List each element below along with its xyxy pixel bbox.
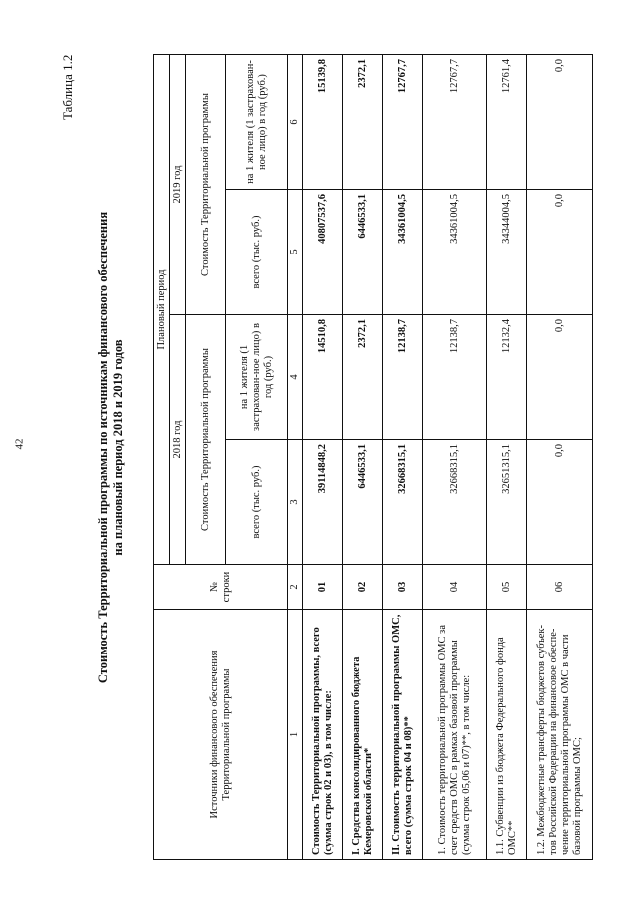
per-resident-2019: 12761,4 <box>487 55 527 190</box>
total-2019: 6446533,1 <box>343 190 383 315</box>
per-resident-2018: 12132,4 <box>487 315 527 440</box>
table-row <box>487 55 527 860</box>
table-label: Таблица 1.2 <box>60 54 75 120</box>
row-source: I. Средства консолидированного бюджета Кемеровской области* <box>343 610 383 860</box>
total-2019: 34361004,5 <box>423 190 487 315</box>
column-number: 3 <box>288 440 303 565</box>
per-resident-2019: 12767,7 <box>423 55 487 190</box>
per-resident-2018: 2372,1 <box>343 315 383 440</box>
total-2018: 32668315,1 <box>423 440 487 565</box>
row-source: 1.1. Субвенции из бюджета Федерального фонда ОМС** <box>487 610 527 860</box>
row-source: 1. Стоимость территориальной программы ОМС за счет средств ОМС в рамках базовой программы (сумма строк 05,06 и 07)**, в том числе: <box>423 610 487 860</box>
per-resident-2018: 14510,8 <box>303 315 343 440</box>
total-2018: 32668315,1 <box>383 440 423 565</box>
total-2019: 34361004,5 <box>383 190 423 315</box>
header-per-resident-2019: на 1 жителя (1 застрахован-ное лицо) в год (руб.) <box>226 55 288 190</box>
total-2018: 0,0 <box>527 440 593 565</box>
document-title <box>96 60 126 835</box>
total-2018: 32651315,1 <box>487 440 527 565</box>
total-2018: 39114848,2 <box>303 440 343 565</box>
table-row <box>423 55 487 860</box>
header-source: Источники финансового обеспечения Территориальной программы <box>154 610 288 860</box>
header-total-2019: всего (тыс. руб.) <box>226 190 288 315</box>
row-source: 1.2. Межбюджетные трансферты бюджетов субъек-тов Российской Федерации на финансовое обеспе-чение территориальной программы ОМС в части базовой программы ОМС; <box>527 610 593 860</box>
row-number: 03 <box>383 565 423 610</box>
financing-table <box>153 54 593 860</box>
column-number: 1 <box>288 610 303 860</box>
header-total-2018: всего (тыс. руб.) <box>226 440 288 565</box>
per-resident-2018: 12138,7 <box>423 315 487 440</box>
column-number: 6 <box>288 55 303 190</box>
header-cost-2018: Стоимость Территориальной программы <box>186 315 226 565</box>
per-resident-2018: 0,0 <box>527 315 593 440</box>
total-2019: 34344004,5 <box>487 190 527 315</box>
header-row-number: № строки <box>154 565 288 610</box>
title-line-2: на плановый период 2018 и 2019 годов <box>111 339 125 556</box>
page-number: 42 <box>13 438 26 450</box>
row-source: Стоимость Территориальной программы, всего (сумма строк 02 и 03), в том числе: <box>303 610 343 860</box>
column-number: 2 <box>288 565 303 610</box>
row-number: 06 <box>527 565 593 610</box>
row-number: 01 <box>303 565 343 610</box>
row-number: 05 <box>487 565 527 610</box>
row-number: 04 <box>423 565 487 610</box>
per-resident-2019: 12767,7 <box>383 55 423 190</box>
title-line-1: Стоимость Территориальной программы по источникам финансового обеспечения <box>96 211 110 684</box>
header-year-2018: 2018 год <box>170 315 186 565</box>
column-number: 4 <box>288 315 303 440</box>
per-resident-2019: 15139,8 <box>303 55 343 190</box>
total-2018: 6446533,1 <box>343 440 383 565</box>
per-resident-2019: 2372,1 <box>343 55 383 190</box>
per-resident-2018: 12138,7 <box>383 315 423 440</box>
header-planned-period: Плановый период <box>154 55 170 565</box>
table-row <box>383 55 423 860</box>
header-cost-2019: Стоимость Территориальной программы <box>186 55 226 315</box>
total-2019: 0,0 <box>527 190 593 315</box>
per-resident-2019: 0,0 <box>527 55 593 190</box>
header-per-resident-2018: на 1 жителя (1 застрахован-ное лицо) в год (руб.) <box>226 315 288 440</box>
row-number: 02 <box>343 565 383 610</box>
column-number-row <box>288 55 303 860</box>
header-year-2019: 2019 год <box>170 55 186 315</box>
total-2019: 40807537,6 <box>303 190 343 315</box>
row-source: II. Стоимость территориальной программы ОМС, всего (сумма строк 04 и 08)** <box>383 610 423 860</box>
column-number: 5 <box>288 190 303 315</box>
table-row <box>343 55 383 860</box>
table-row <box>303 55 343 860</box>
table-row <box>527 55 593 860</box>
